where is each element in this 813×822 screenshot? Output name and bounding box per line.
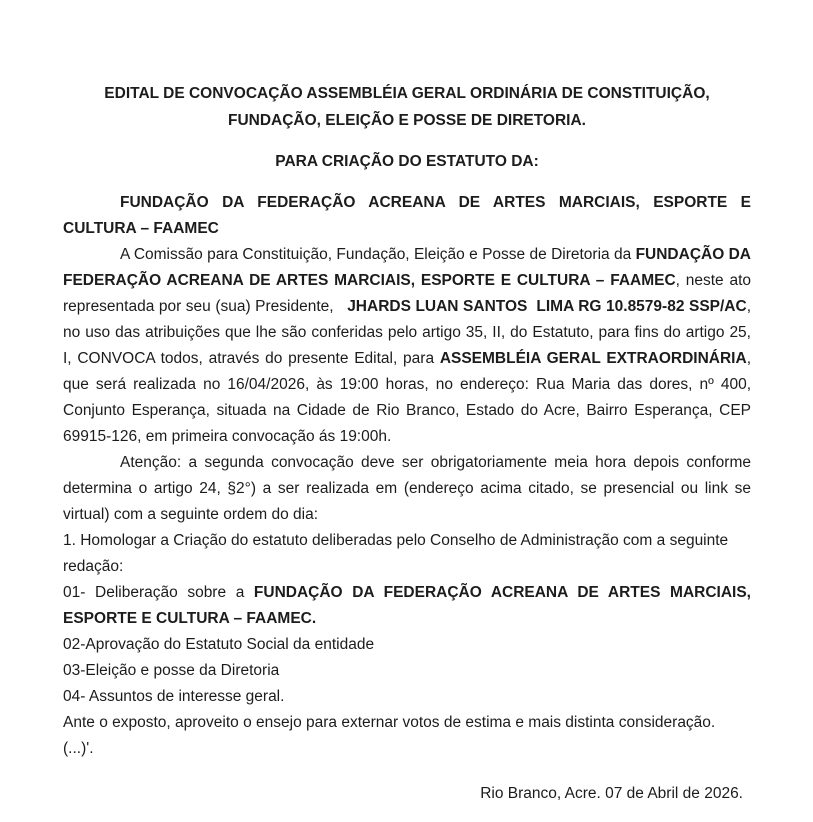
text-segment: JHARDS LUAN SANTOS LIMA RG 10.8579-82 SSP/AC — [347, 298, 747, 315]
text-segment: Ante o exposto, aproveito o ensejo para externar votos de estima e mais distinta consideração. — [63, 714, 716, 731]
entity-heading — [63, 190, 751, 242]
text-segment: 03-Eleição e posse da Diretoria — [63, 662, 280, 679]
ellipsis-line — [63, 736, 751, 762]
text-segment: 01- Deliberação sobre a — [63, 584, 254, 601]
text-segment: A Comissão para Constituição, Fundação, Eleição e Posse de Diretoria da — [120, 246, 636, 263]
convocation-paragraph — [63, 242, 751, 450]
agenda-item-04 — [63, 684, 751, 710]
text-segment: , neste ato representada por seu (sua) Presidente, — [63, 272, 751, 315]
closing-paragraph — [63, 710, 751, 736]
text-segment: 02-Aprovação do Estatuto Social da entidade — [63, 636, 375, 653]
text-segment: FUNDAÇÃO DA FEDERAÇÃO ACREANA DE ARTES MARCIAIS, ESPORTE E CULTURA – FAAMEC. — [63, 584, 751, 627]
text-segment: 1. Homologar a Criação do estatuto deliberadas pelo Conselho de Administração com a seguinte redação: — [63, 532, 729, 575]
text-segment: 04- Assuntos de interesse geral. — [63, 688, 285, 705]
document-body — [63, 190, 751, 762]
agenda-item-03 — [63, 658, 751, 684]
text-segment: , no uso das atribuições que lhe são conferidas pelo artigo 35, II, do Estatuto, para fins do artigo 25, I, CONVOCA todos, através do presente Edital, para — [63, 298, 751, 367]
document-title: EDITAL DE CONVOCAÇÃO ASSEMBLÉIA GERAL ORDINÁRIA DE CONSTITUIÇÃO, FUNDAÇÃO, ELEIÇÃO E POSSE DE DIRETORIA. — [104, 85, 710, 129]
text-segment: (...)'. — [63, 740, 94, 757]
agenda-item-01 — [63, 580, 751, 632]
text-segment: FUNDAÇÃO DA FEDERAÇÃO ACREANA DE ARTES MARCIAIS, ESPORTE E CULTURA – FAAMEC — [63, 246, 751, 289]
text-segment: , que será realizada no 16/04/2026, às 19:00 horas, no endereço: Rua Maria das dores, nº 400, Conjunto Esperança, situada na Cidade de Rio Branco, Estado do Acre, Bairro Esperança, CEP 69915-126, em primeira convocação ás 19:00h. — [63, 350, 751, 445]
date-line: Rio Branco, Acre. 07 de Abril de 2026. — [480, 785, 743, 802]
document-subtitle: PARA CRIAÇÃO DO ESTATUTO DA: — [275, 153, 539, 170]
agenda-item-02 — [63, 632, 751, 658]
attention-paragraph — [63, 450, 751, 528]
text-segment: ASSEMBLÉIA GERAL EXTRAORDINÁRIA — [439, 350, 747, 367]
text-segment: FUNDAÇÃO DA FEDERAÇÃO ACREANA DE ARTES MARCIAIS, ESPORTE E CULTURA – FAAMEC — [63, 194, 751, 237]
text-segment: Atenção: a segunda convocação deve ser obrigatoriamente meia hora depois conforme determina o artigo 24, §2°) a ser realizada em (endereço acima citado, se presencial ou link se virtual) com a seguinte ordem do dia: — [63, 454, 751, 523]
agenda-intro — [63, 528, 751, 580]
